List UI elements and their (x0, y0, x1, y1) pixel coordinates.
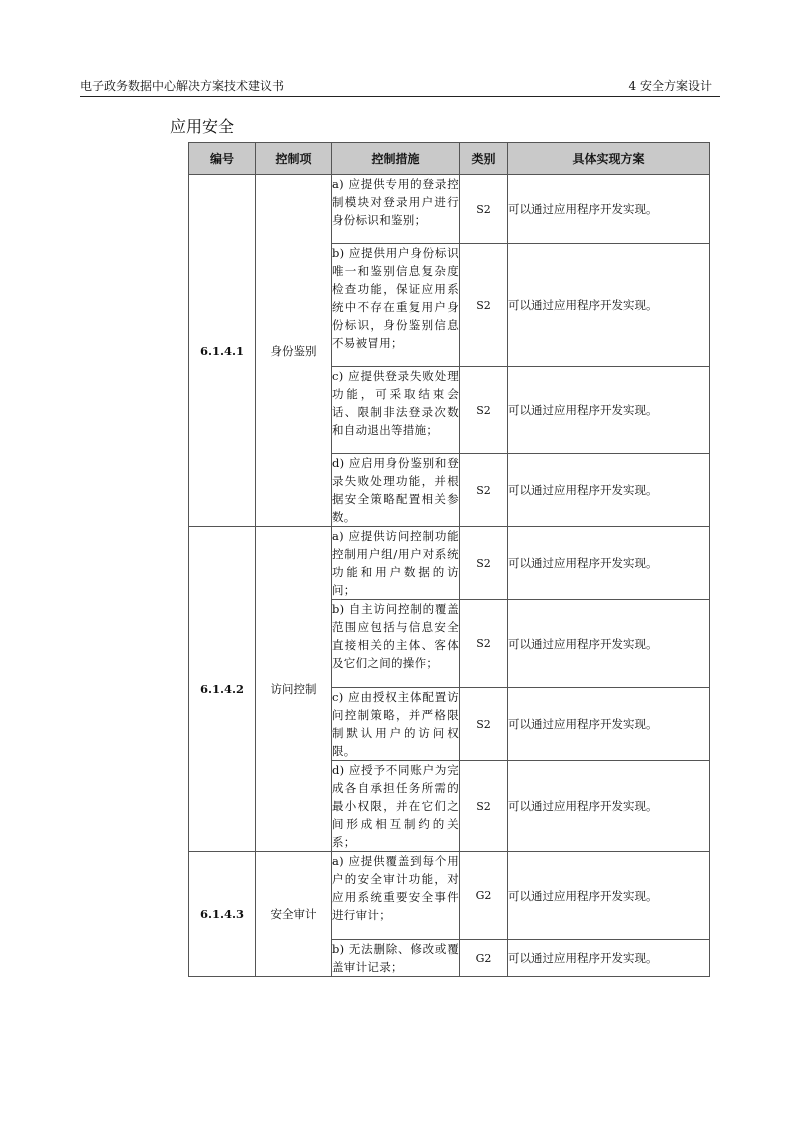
plan-cell: 可以通过应用程序开发实现。 (508, 367, 710, 454)
measure-cell: a) 应提供访问控制功能控制用户组/用户对系统功能和用户数据的访问； (332, 527, 460, 600)
header-category: 类别 (460, 143, 508, 175)
table-row (189, 527, 710, 600)
measure-cell: b) 无法删除、修改或覆盖审计记录； (332, 940, 460, 977)
measure-cell: d) 应启用身份鉴别和登录失败处理功能，并根据安全策略配置相关参数。 (332, 454, 460, 527)
table-row (189, 175, 710, 244)
header-control-item: 控制项 (256, 143, 332, 175)
group-control-item: 访问控制 (256, 527, 332, 852)
plan-cell: 可以通过应用程序开发实现。 (508, 852, 710, 940)
category-cell: S2 (460, 600, 508, 688)
header-control-measure: 控制措施 (332, 143, 460, 175)
chapter-title: 4 安全方案设计 (628, 79, 712, 93)
measure-cell: a) 应提供专用的登录控制模块对登录用户进行身份标识和鉴别； (332, 175, 460, 244)
category-cell: G2 (460, 852, 508, 940)
plan-cell: 可以通过应用程序开发实现。 (508, 454, 710, 527)
measure-cell: b) 自主访问控制的覆盖范围应包括与信息安全直接相关的主体、客体及它们之间的操作； (332, 600, 460, 688)
category-cell: S2 (460, 244, 508, 367)
page-header (80, 78, 720, 97)
category-cell: G2 (460, 940, 508, 977)
measure-cell: c) 应由授权主体配置访问控制策略，并严格限制默认用户的访问权限。 (332, 688, 460, 761)
group-control-item: 安全审计 (256, 852, 332, 977)
security-table (188, 142, 710, 977)
group-control-item: 身份鉴别 (256, 175, 332, 527)
plan-cell: 可以通过应用程序开发实现。 (508, 940, 710, 977)
table-row (189, 852, 710, 940)
category-cell: S2 (460, 367, 508, 454)
measure-cell: a) 应提供覆盖到每个用户的安全审计功能，对应用系统重要安全事件进行审计； (332, 852, 460, 940)
plan-cell: 可以通过应用程序开发实现。 (508, 244, 710, 367)
measure-cell: b) 应提供用户身份标识唯一和鉴别信息复杂度检查功能，保证应用系统中不存在重复用户身份标识，身份鉴别信息不易被冒用； (332, 244, 460, 367)
category-cell: S2 (460, 688, 508, 761)
plan-cell: 可以通过应用程序开发实现。 (508, 761, 710, 852)
category-cell: S2 (460, 761, 508, 852)
document-title: 电子政务数据中心解决方案技术建议书 (80, 79, 285, 93)
category-cell: S2 (460, 527, 508, 600)
plan-cell: 可以通过应用程序开发实现。 (508, 688, 710, 761)
group-id: 6.1.4.2 (189, 527, 256, 852)
header-implementation: 具体实现方案 (508, 143, 710, 175)
group-id: 6.1.4.3 (189, 852, 256, 977)
table-header-row (189, 143, 710, 175)
category-cell: S2 (460, 454, 508, 527)
measure-cell: c) 应提供登录失败处理功能，可采取结束会话、限制非法登录次数和自动退出等措施； (332, 367, 460, 454)
plan-cell: 可以通过应用程序开发实现。 (508, 527, 710, 600)
section-title: 应用安全 (170, 117, 235, 136)
header-id: 编号 (189, 143, 256, 175)
category-cell: S2 (460, 175, 508, 244)
group-id: 6.1.4.1 (189, 175, 256, 527)
plan-cell: 可以通过应用程序开发实现。 (508, 175, 710, 244)
plan-cell: 可以通过应用程序开发实现。 (508, 600, 710, 688)
measure-cell: d) 应授予不同账户为完成各自承担任务所需的最小权限，并在它们之间形成相互制约的关系； (332, 761, 460, 852)
